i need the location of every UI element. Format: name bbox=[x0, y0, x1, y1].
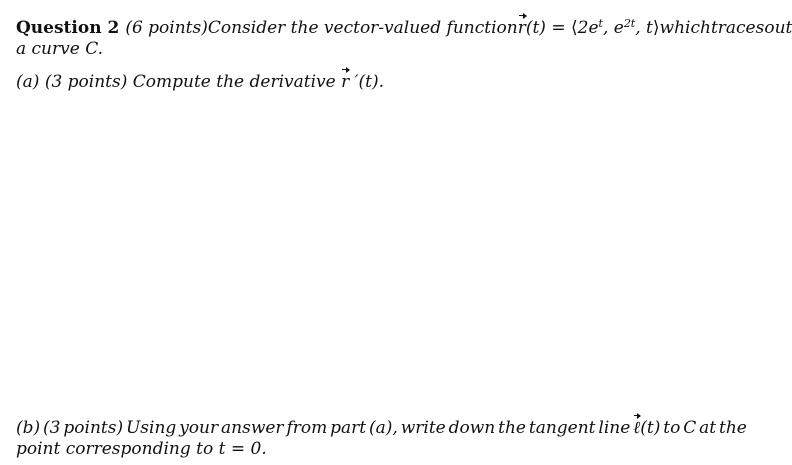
part-b-word: your bbox=[179, 418, 219, 438]
question-text: Consider the vector-valued function bbox=[207, 18, 518, 38]
part-b-word: the bbox=[719, 418, 747, 438]
component-2-exponent: 2t bbox=[623, 17, 636, 30]
part-b-word: from bbox=[286, 418, 328, 438]
part-a-text: Compute the derivative bbox=[132, 72, 336, 92]
question-line-1 bbox=[16, 17, 792, 38]
vector-r-symbol: r bbox=[517, 18, 526, 38]
component-2-base: , e bbox=[602, 18, 624, 38]
question-line-2: a curve C. bbox=[16, 39, 104, 59]
component-1-exponent: t bbox=[598, 17, 603, 30]
function-expression bbox=[518, 18, 660, 38]
vector-ell-symbol: ℓ bbox=[633, 418, 641, 438]
part-b-line-2: point corresponding to t = 0. bbox=[16, 439, 267, 459]
part-b-word: answer bbox=[221, 418, 284, 438]
question-intro bbox=[16, 18, 208, 38]
part-b-word: down bbox=[448, 418, 496, 438]
question-points: (6 points) bbox=[125, 18, 208, 38]
part-a-prompt bbox=[16, 72, 384, 92]
tangent-line-expression bbox=[633, 418, 660, 438]
component-3: , t bbox=[635, 18, 653, 38]
trailing-word-1: which bbox=[659, 18, 711, 38]
part-b-word: (b) bbox=[16, 418, 41, 438]
part-b-word: write bbox=[400, 418, 446, 438]
part-b-word: (3 bbox=[43, 418, 61, 438]
right-angle-bracket: ⟩ bbox=[652, 18, 660, 38]
component-1: 2e bbox=[577, 18, 599, 38]
trailing-word-3: out bbox=[764, 18, 792, 38]
part-a-derivative-tail: ′(t). bbox=[349, 72, 384, 92]
part-a-label: (a) bbox=[16, 72, 40, 92]
part-b-word: the bbox=[498, 418, 526, 438]
part-b-line-1 bbox=[16, 418, 747, 438]
trailing-word-2: traces bbox=[710, 18, 765, 38]
part-b-word: line bbox=[598, 418, 631, 438]
part-a-answer-space bbox=[16, 100, 747, 405]
part-b-word: to bbox=[663, 418, 681, 438]
tangent-line-argument: (t) bbox=[640, 418, 661, 438]
question-title: Question 2 bbox=[16, 18, 120, 38]
part-b-word: tangent bbox=[528, 418, 596, 438]
function-argument: (t) = bbox=[525, 18, 571, 38]
part-b-word: (a), bbox=[369, 418, 398, 438]
part-a-points: (3 points) bbox=[44, 72, 128, 92]
part-b-word: points) bbox=[63, 418, 124, 438]
part-b-word: at bbox=[699, 418, 717, 438]
part-b-word: C bbox=[683, 418, 697, 438]
part-a-vector-r: r bbox=[341, 72, 350, 92]
part-b-word: Using bbox=[125, 418, 177, 438]
part-b-word: part bbox=[330, 418, 367, 438]
left-angle-bracket: ⟨ bbox=[570, 18, 578, 38]
